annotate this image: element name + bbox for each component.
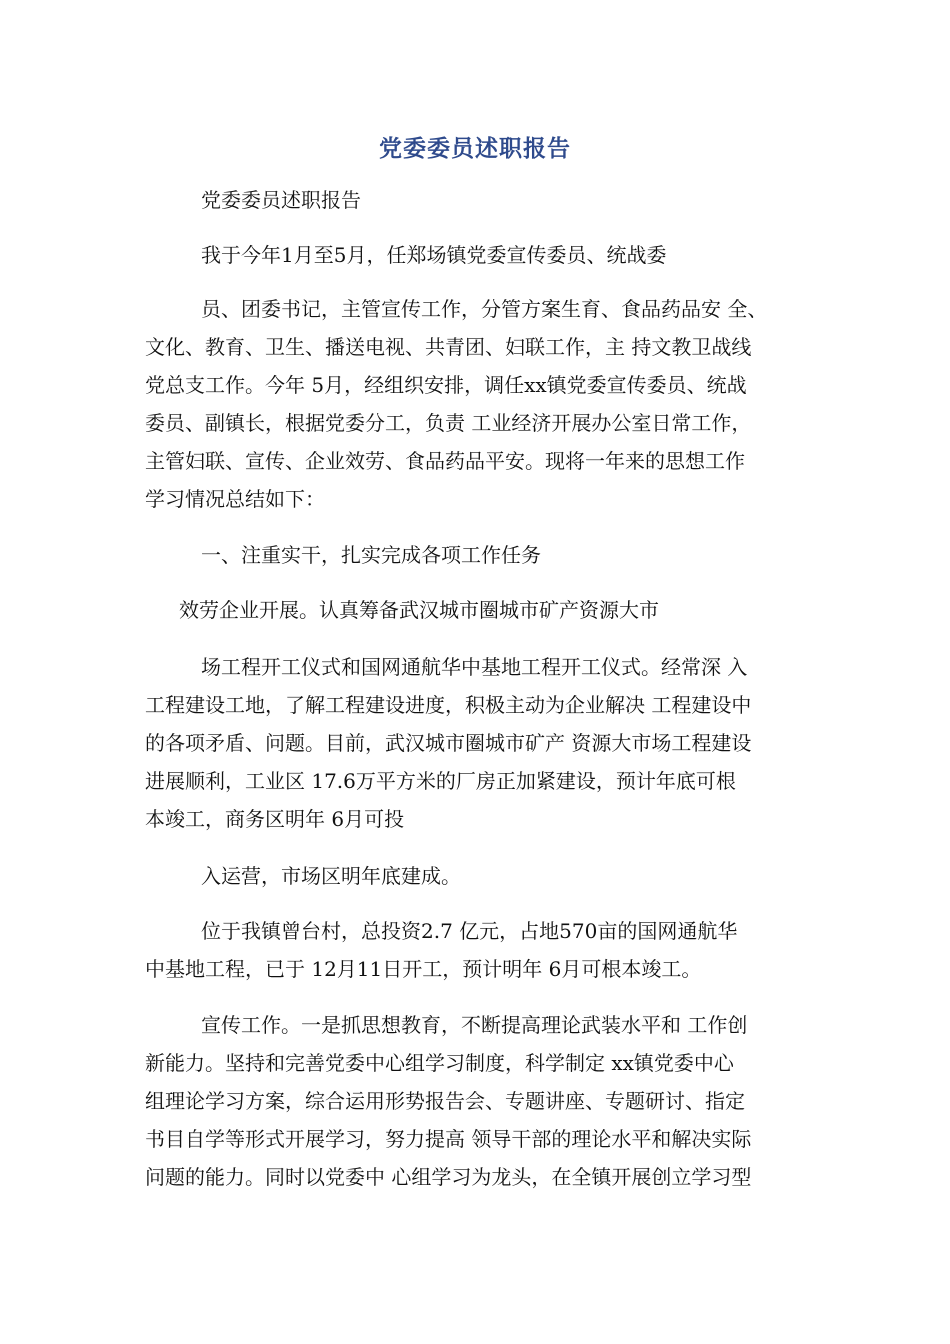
paragraph-enterprise xyxy=(145,591,810,629)
section-heading xyxy=(145,536,810,574)
text-line: 进展顺利，工业区 17.6万平方米的厂房正加紧建设，预计年底可根 xyxy=(145,769,736,793)
paragraph-heading xyxy=(145,181,810,219)
text-line: 一、注重实干，扎实完成各项工作任务 xyxy=(201,543,541,567)
text-line: 宣传工作。一是抓思想教育，不断提高理论武装水平和 工作创 xyxy=(201,1013,748,1037)
paragraph-base xyxy=(145,912,810,988)
text-line: 问题的能力。同时以党委中 心组学习为龙头，在全镇开展创立学习型 xyxy=(145,1165,752,1189)
text-line: 文化、教育、卫生、播送电视、共青团、妇联工作，主 持文教卫战线 xyxy=(145,335,752,359)
paragraph-duties xyxy=(145,290,810,518)
text-line: 场工程开工仪式和国网通航华中基地工程开工仪式。经常深 入 xyxy=(201,655,748,679)
text-line: 党总支工作。今年 5月，经组织安排，调任xx镇党委宣传委员、统战 xyxy=(145,373,747,397)
text-line: 位于我镇曾台村，总投资2.7 亿元，占地570亩的国网通航华 xyxy=(201,919,738,943)
text-line: 委员、副镇长，根据党委分工，负责 工业经济开展办公室日常工作， xyxy=(145,411,752,435)
text-line: 书目自学等形式开展学习，努力提高 领导干部的理论水平和解决实际 xyxy=(145,1127,752,1151)
text-line: 学习情况总结如下： xyxy=(145,487,325,511)
text-line: 中基地工程，已于 12月11日开工，预计明年 6月可根本竣工。 xyxy=(145,957,702,981)
text-line: 党委委员述职报告 xyxy=(201,188,361,212)
paragraph-projects xyxy=(145,648,810,838)
text-line: 入运营，市场区明年底建成。 xyxy=(201,864,461,888)
text-line: 新能力。坚持和完善党委中心组学习制度，科学制定 xx镇党委中心 xyxy=(145,1051,734,1075)
paragraph-operation xyxy=(145,857,810,895)
paragraph-intro xyxy=(145,236,810,274)
text-line: 本竣工，商务区明年 6月可投 xyxy=(145,807,405,831)
text-line: 员、团委书记，主管宣传工作，分管方案生育、食品药品安 全、 xyxy=(201,297,768,321)
text-line: 的各项矛盾、问题。目前，武汉城市圈城市矿产 资源大市场工程建设 xyxy=(145,731,752,755)
text-line: 工程建设工地，了解工程建设进度，积极主动为企业解决 工程建设中 xyxy=(145,693,752,717)
paragraph-propaganda xyxy=(145,1006,810,1196)
text-line: 主管妇联、宣传、企业效劳、食品药品平安。现将一年来的思想工作 xyxy=(145,449,745,473)
text-line: 我于今年1月至5月，任郑场镇党委宣传委员、统战委 xyxy=(201,243,667,267)
text-line: 效劳企业开展。认真筹备武汉城市圈城市矿产资源大市 xyxy=(179,598,659,622)
text-line: 组理论学习方案，综合运用形势报告会、专题讲座、专题研讨、指定 xyxy=(145,1089,745,1113)
document-title: 党委委员述职报告 xyxy=(379,136,571,162)
